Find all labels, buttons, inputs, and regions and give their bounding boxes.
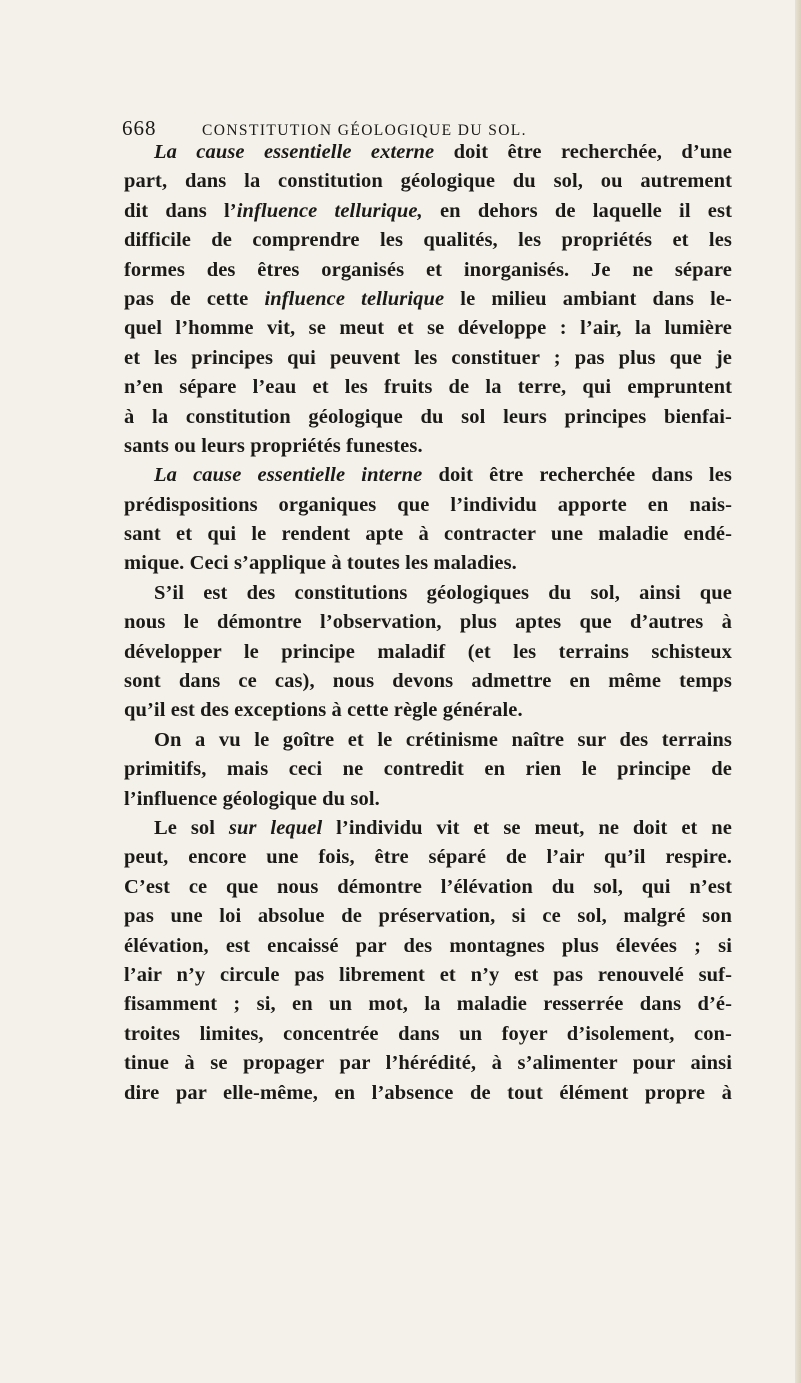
text-run: l’air n’y circule pas librement et n’y est pas renouvelé suf- xyxy=(124,963,732,986)
body-text xyxy=(124,138,732,1108)
text-run: n’en sépare l’eau et les fruits de la terre, qui empruntent xyxy=(124,376,732,399)
text-run: à la constitution géologique du sol leurs principes bienfai- xyxy=(124,405,732,428)
text-run: peut, encore une fois, être séparé de l’air qu’il respire. xyxy=(124,846,732,869)
text-line xyxy=(124,902,732,931)
text-run: sant et qui le rendent apte à contracter une maladie endé- xyxy=(124,523,732,546)
text-line xyxy=(124,344,732,373)
text-run: sants ou leurs propriétés funestes. xyxy=(124,434,423,457)
text-run: quel l’homme vit, se meut et se développe : l’air, la lumière xyxy=(124,317,732,340)
text-line xyxy=(124,549,732,578)
text-run: dit dans l’ xyxy=(124,199,237,222)
text-run: mique. Ceci s’applique à toutes les maladies. xyxy=(124,552,517,575)
text-run: Le sol xyxy=(154,816,229,839)
italic-phrase: La cause essentielle externe xyxy=(154,141,435,163)
text-line xyxy=(124,990,732,1019)
text-run: le milieu ambiant dans le- xyxy=(444,287,732,310)
text-line xyxy=(124,285,732,314)
text-line xyxy=(124,1020,732,1049)
text-run: prédispositions organiques que l’individu apporte en nais- xyxy=(124,493,732,516)
text-line xyxy=(124,696,732,725)
text-line xyxy=(124,403,732,432)
text-run: doit être recherchée, d’une xyxy=(434,141,732,163)
text-line xyxy=(124,226,732,255)
text-line xyxy=(124,608,732,637)
text-line xyxy=(124,138,732,167)
text-run: nous le démontre l’observation, plus aptes que d’autres à xyxy=(124,611,732,634)
text-run: doit être recherchée dans les xyxy=(422,464,732,487)
text-run: pas une loi absolue de préservation, si ce sol, malgré son xyxy=(124,905,732,928)
text-run: difficile de comprendre les qualités, les propriétés et les xyxy=(124,229,732,252)
text-line xyxy=(124,520,732,549)
text-run: On a vu le goître et le crétinisme naître sur des terrains xyxy=(154,728,732,751)
text-line xyxy=(124,1049,732,1078)
text-run: sont dans ce cas), nous devons admettre en même temps xyxy=(124,670,732,693)
text-line xyxy=(124,314,732,343)
text-line xyxy=(124,843,732,872)
text-run: développer le principe maladif (et les terrains schisteux xyxy=(124,640,732,663)
text-run: en dehors de laquelle il est xyxy=(422,199,732,222)
text-line xyxy=(124,961,732,990)
running-title: CONSTITUTION GÉOLOGIQUE DU SOL. xyxy=(202,122,527,139)
text-line xyxy=(124,197,732,226)
italic-phrase: La cause essentielle interne xyxy=(154,464,423,487)
text-line xyxy=(124,785,732,814)
text-line xyxy=(124,873,732,902)
text-line xyxy=(124,638,732,667)
text-line xyxy=(124,256,732,285)
italic-phrase: sur lequel xyxy=(228,816,323,839)
text-line xyxy=(124,726,732,755)
text-line xyxy=(124,579,732,608)
text-run: l’influence géologique du sol. xyxy=(124,787,380,810)
text-line xyxy=(124,432,732,461)
text-run: troites limites, concentrée dans un foyer d’isolement, con- xyxy=(124,1022,732,1045)
text-run: formes des êtres organisés et inorganisés. Je ne sépare xyxy=(124,258,732,281)
text-line xyxy=(124,814,732,843)
text-line xyxy=(124,167,732,196)
text-line xyxy=(124,932,732,961)
text-run: dire par elle-même, en l’absence de tout élément propre à xyxy=(124,1081,732,1104)
text-run: pas de cette xyxy=(124,287,265,310)
text-run: tinue à se propager par l’hérédité, à s’alimenter pour ainsi xyxy=(124,1052,732,1075)
text-line xyxy=(124,491,732,520)
page-edge xyxy=(795,0,801,1383)
text-line xyxy=(124,461,732,490)
text-run: qu’il est des exceptions à cette règle générale. xyxy=(124,699,523,722)
page-number: 668 xyxy=(122,116,157,140)
text-run: part, dans la constitution géologique du sol, ou autrement xyxy=(124,170,732,193)
text-run: élévation, est encaissé par des montagnes plus élevées ; si xyxy=(124,934,732,957)
italic-phrase: influence tellurique xyxy=(264,287,445,310)
text-line xyxy=(124,667,732,696)
text-run: fisamment ; si, en un mot, la maladie resserrée dans d’é- xyxy=(124,993,732,1016)
text-line xyxy=(124,1079,732,1108)
italic-phrase: influence tellurique, xyxy=(236,199,423,222)
text-run: C’est ce que nous démontre l’élévation du sol, qui n’est xyxy=(124,875,732,898)
text-run: et les principes qui peuvent les constituer ; pas plus que je xyxy=(124,346,732,369)
text-run: l’individu vit et se meut, ne doit et ne xyxy=(322,816,732,839)
text-run: primitifs, mais ceci ne contredit en rien le principe de xyxy=(124,758,732,781)
text-line xyxy=(124,755,732,784)
text-run: S’il est des constitutions géologiques du sol, ainsi que xyxy=(154,581,732,604)
text-line xyxy=(124,373,732,402)
